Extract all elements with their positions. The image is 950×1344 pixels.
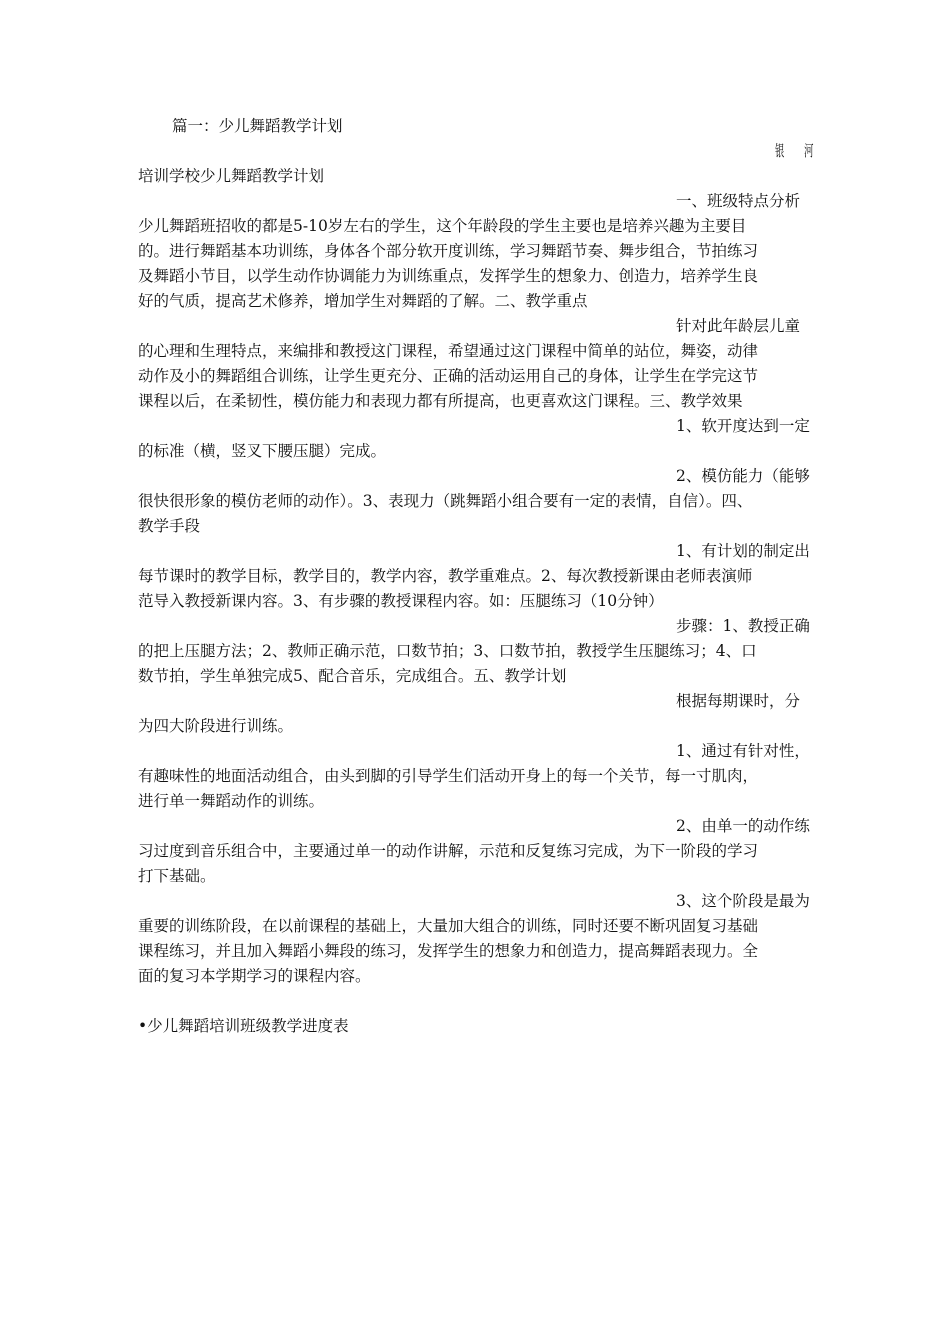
text-line: 为四大阶段进行训练。 (138, 717, 294, 735)
text-line: 针对此年龄层儿童 (676, 317, 801, 335)
text-line: 教学手段 (138, 517, 201, 535)
text-line: 打下基础。 (138, 867, 216, 885)
text-line: 1、通过有针对性， (676, 742, 810, 760)
section-heading: 一、班级特点分析 (676, 192, 801, 210)
text-line: 有趣味性的地面活动组合，由头到脚的引导学生们活动开身上的每一个关节，每一寸肌肉， (138, 767, 759, 785)
text-line: 的把上压腿方法；2、教师正确示范，口数节拍；3、口数节拍，教授学生压腿练习；4、口 (138, 642, 757, 660)
text-line: 及舞蹈小节目，以学生动作协调能力为训练重点，发挥学生的想象力、创造力，培养学生良 (138, 267, 759, 285)
text-line: 重要的训练阶段，在以前课程的基础上，大量加大组合的训练，同时还要不断巩固复习基础 (138, 917, 759, 935)
text-line: 2、模仿能力（能够 (676, 467, 810, 485)
text-line: 1、软开度达到一定 (676, 417, 810, 435)
text-line: 课程以后，在柔韧性，模仿能力和表现力都有所提高，也更喜欢这门课程。三、教学效果 (138, 392, 743, 410)
text-line: 1、有计划的制定出 (676, 542, 810, 560)
document-heading: 篇一：少儿舞蹈教学计划 (172, 117, 343, 135)
text-line: 的标准（横，竖叉下腰压腿）完成。 (138, 442, 387, 460)
text-line: 好的气质，提高艺术修养，增加学生对舞蹈的了解。二、教学重点 (138, 292, 588, 310)
text-line: 3、这个阶段是最为 (676, 892, 810, 910)
text-line: 范导入教授新课内容。3、有步骤的教授课程内容。如：压腿练习（10分钟） (138, 592, 664, 610)
text-line: 每节课时的教学目标，教学目的，教学内容，教学重难点。2、每次教授新课由老师表演师 (138, 567, 753, 585)
text-line: 2、由单一的动作练 (676, 817, 810, 835)
text-line: 银 河 (775, 142, 822, 160)
text-line: 根据每期课时，分 (676, 692, 801, 710)
list-item: •少儿舞蹈培训班级教学进度表 (138, 1017, 349, 1035)
text-line: 的心理和生理特点，来编排和教授这门课程，希望通过这门课程中简单的站位，舞姿，动律 (138, 342, 759, 360)
text-line: 培训学校少儿舞蹈教学计划 (138, 167, 325, 185)
text-line: 课程练习，并且加入舞蹈小舞段的练习，发挥学生的想象力和创造力，提高舞蹈表现力。全 (138, 942, 759, 960)
text-line: 数节拍，学生单独完成5、配合音乐，完成组合。五、教学计划 (138, 667, 567, 685)
text-line: 动作及小的舞蹈组合训练，让学生更充分、正确的活动运用自己的身体，让学生在学完这节 (138, 367, 759, 385)
text-line: 面的复习本学期学习的课程内容。 (138, 967, 371, 985)
text-line: 步骤：1、教授正确 (676, 617, 810, 635)
text-line: 很快很形象的模仿老师的动作）。3、表现力（跳舞蹈小组合要有一定的表情，自信）。四、 (138, 492, 753, 510)
text-line: 少儿舞蹈班招收的都是5-10岁左右的学生，这个年龄段的学生主要也是培养兴趣为主要目 (138, 217, 747, 235)
text-line: 进行单一舞蹈动作的训练。 (138, 792, 325, 810)
text-line: 习过度到音乐组合中，主要通过单一的动作讲解，示范和反复练习完成，为下一阶段的学习 (138, 842, 759, 860)
text-line: 的。进行舞蹈基本功训练，身体各个部分软开度训练，学习舞蹈节奏、舞步组合，节拍练习 (138, 242, 759, 260)
